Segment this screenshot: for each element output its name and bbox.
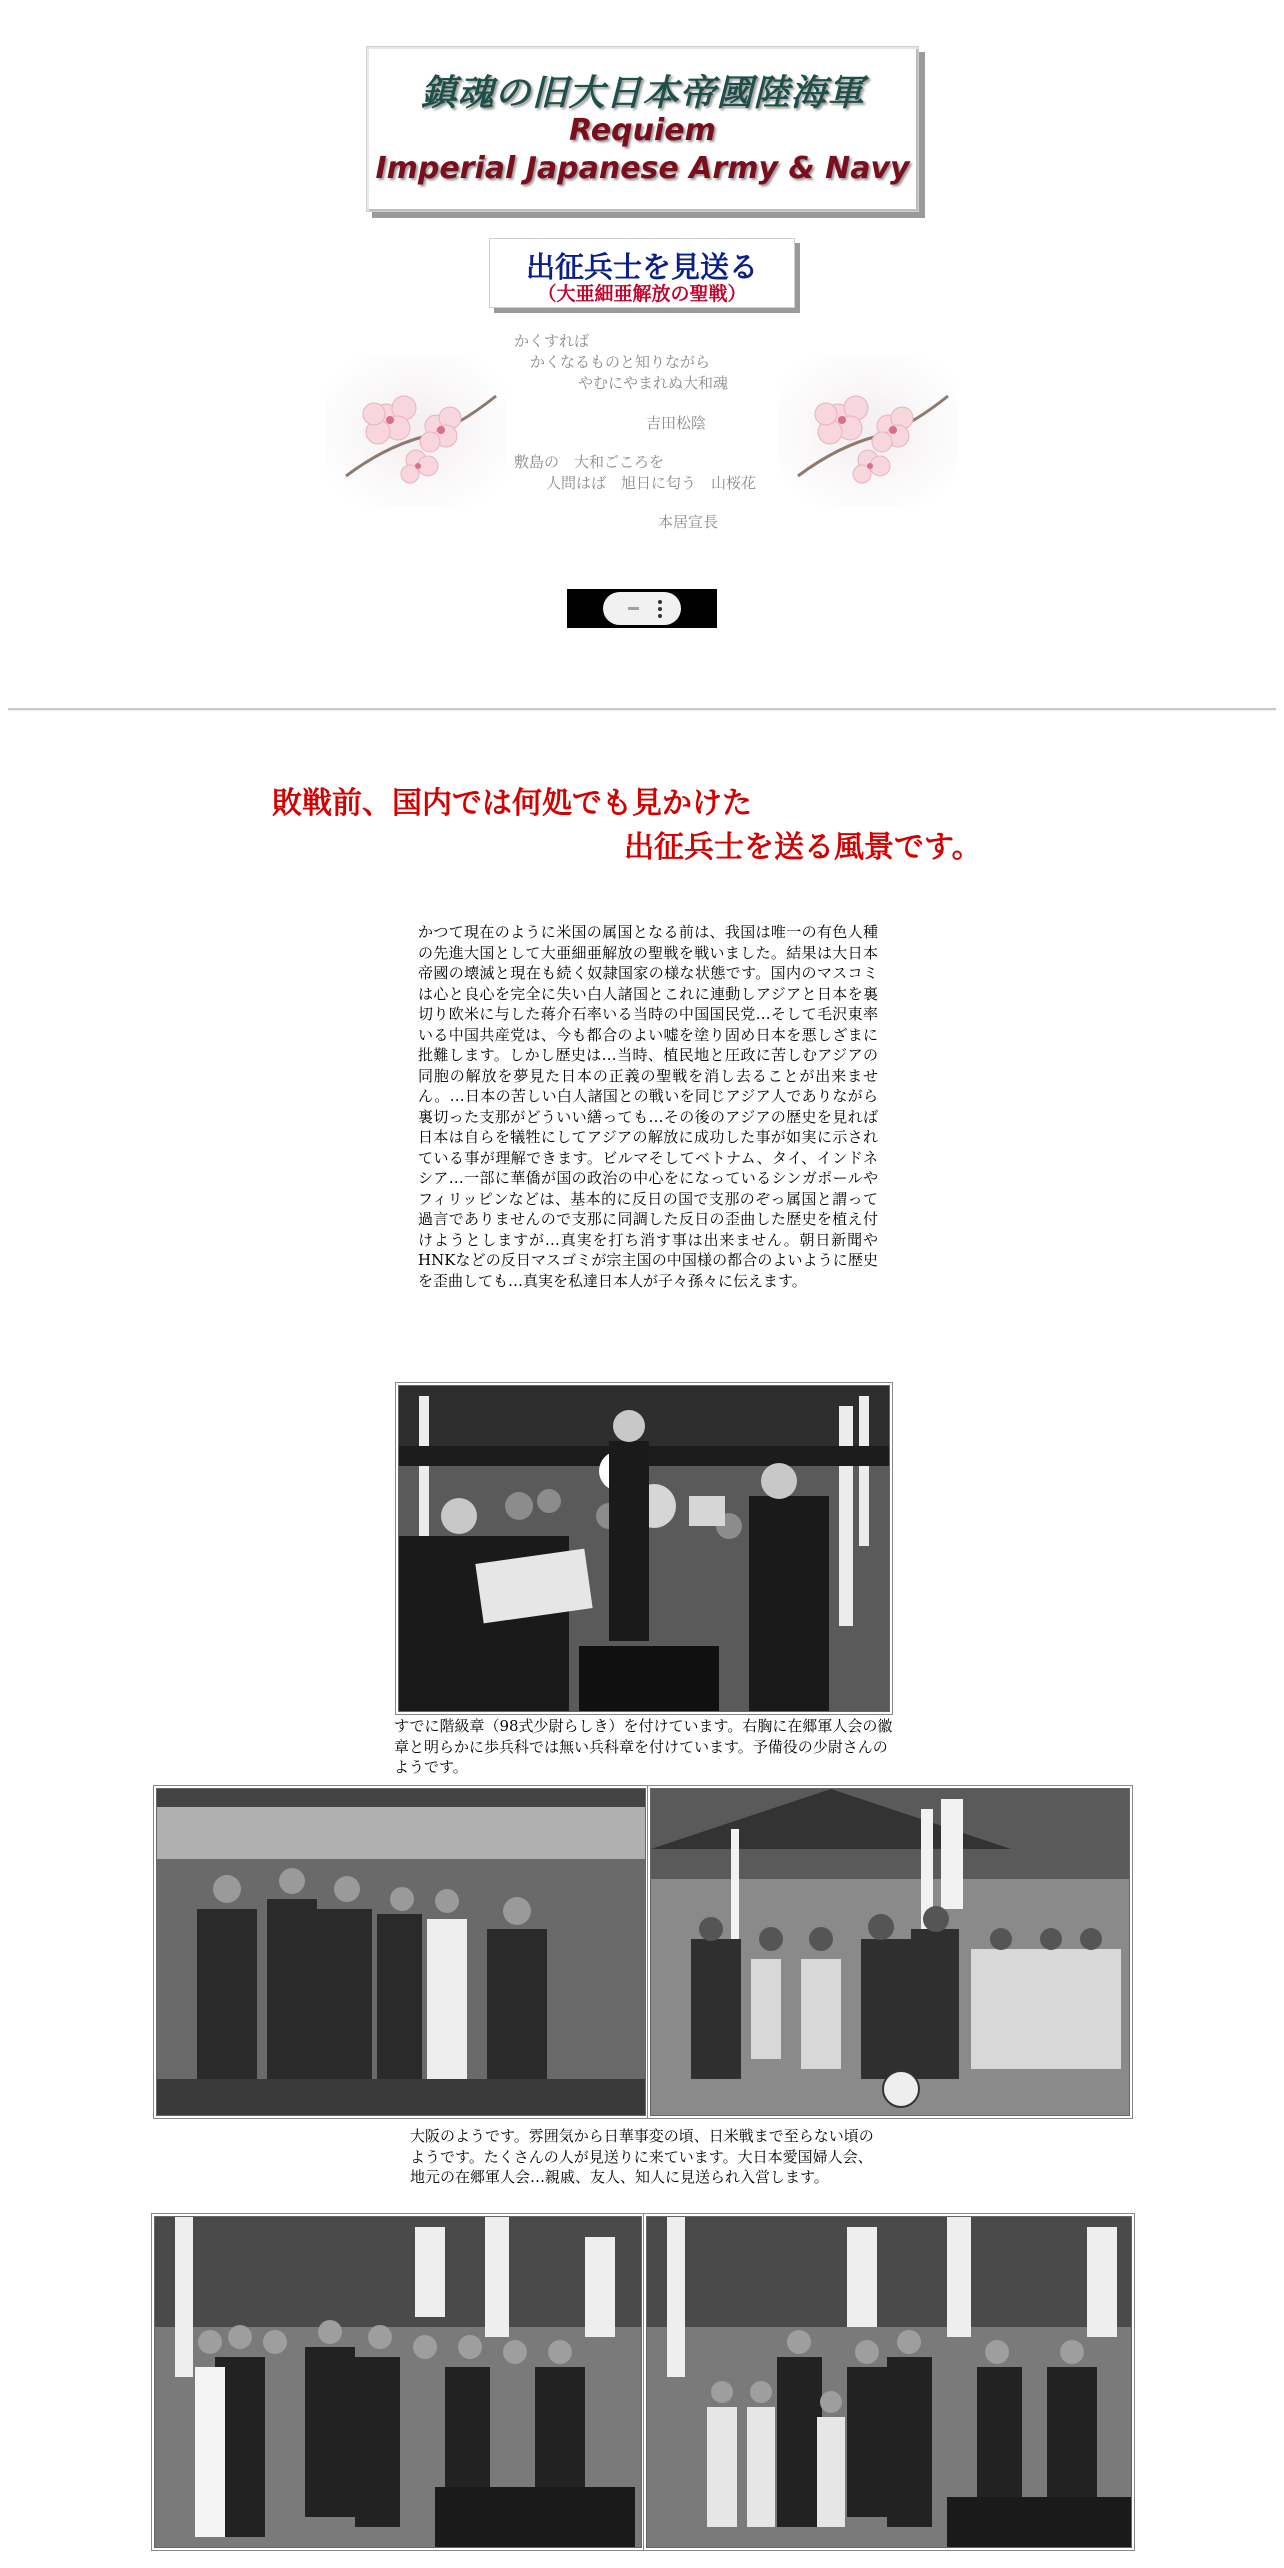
poem-line: 人問はば 旭日に匂う 山桜花 [546, 474, 757, 492]
audio-controls[interactable] [603, 592, 681, 625]
body-paragraph: かつて現在のように米国の属国となる前は、我国は唯一の有色人種の先進大国として大亜細亜解放の聖戦を戦いました。結果は大日本帝國の壊滅と現在も続く奴隷国家の様な状態です。国内のマスコミは心と良心を完全に失い白人諸国とこれに連動しアジアと日本を裏切り欧米に与した蒋介石率いる当時の中国国民党…そして毛沢東率いる中国共産党は、今も都合のよい嘘を塗り固め日本を悪しざまに批難します。しかし歴史は…当時、植民地と圧政に苦しむアジアの同胞の解放を夢見た日本の正義の聖戦を消し去ることが出来ません。…日本の苦しい白人諸国との戦いを同じアジア人でありながら裏切った支那がどういい繕っても…その後のアジアの歴史を見れば日本は自らを犠牲にしてアジアの解放に成功した事が如実に示されている事が理解できます。ビルマそしてベトナム、タイ、インドネシア…一部に華僑が国の政治の中心をになっているシンガポールやフィリッピンなどは、基本的に反日の国で支那のぞっ属国と謂って過言でありませんので支那に同調した反日の歪曲した歴史を植え付けようとしますが…真実を打ち消す事は出来ません。朝日新聞やHNKなどの反日マスゴミが宗主国の中国様の都合のよいように歴史を歪曲しても…真実を私達日本人が子々孫々に伝えます。 [418, 923, 878, 1290]
site-title-banner [366, 46, 919, 212]
photo-osaka-street-left [156, 1788, 646, 2116]
poem-line: かくすれば [514, 332, 590, 350]
headline-line1: 敗戦前、国内では何処でも見かけた [272, 786, 752, 821]
photo-osaka-street-right [650, 1788, 1130, 2116]
cherry-blossom-image-left [326, 356, 506, 506]
site-title-japanese: 鎮魂の旧大日本帝國陸海軍 [420, 73, 865, 114]
headline-line2: 出征兵士を送る風景です。 [624, 830, 982, 865]
poem-line: 敷島の 大和ごころを [514, 453, 665, 471]
poem-author: 本居宣長 [658, 513, 719, 531]
cherry-blossom-image-right [778, 356, 958, 506]
more-options-icon[interactable] [658, 600, 662, 618]
volume-icon[interactable] [628, 607, 639, 610]
poem-author: 吉田松陰 [646, 414, 707, 432]
photo-send-off-ceremony [398, 1385, 890, 1712]
page-title-banner [489, 238, 795, 308]
audio-player[interactable] [567, 589, 717, 628]
divider [8, 708, 1276, 711]
caption-photo2: 大阪のようです。雰囲気から日華事変の頃、日米戦まで至らない頃のようです。たくさんの人が見送りに来ています。大日本愛国婦人会、地元の在郷軍人会…親戚、友人、知人に見送られ入営します。 [410, 2127, 874, 2186]
page-title: 出征兵士を見送る [525, 250, 758, 284]
page-subtitle: （大亜細亜解放の聖戦） [537, 283, 747, 305]
poem-line: やむにやまれぬ大和魂 [578, 374, 729, 392]
site-title-requiem: Requiem [569, 113, 716, 148]
poem-line: かくなるものと知りながら [530, 353, 711, 371]
caption-photo1: すでに階級章（98式少尉らしき）を付けています。右胸に在郷軍人会の徽章と明らかに歩兵科では無い兵科章を付けています。予備役の少尉さんのようです。 [394, 1717, 893, 1776]
photo-group-portrait-left [154, 2216, 642, 2548]
site-title-english: Imperial Japanese Army & Navy [375, 151, 910, 186]
photo-group-portrait-right [646, 2216, 1132, 2548]
